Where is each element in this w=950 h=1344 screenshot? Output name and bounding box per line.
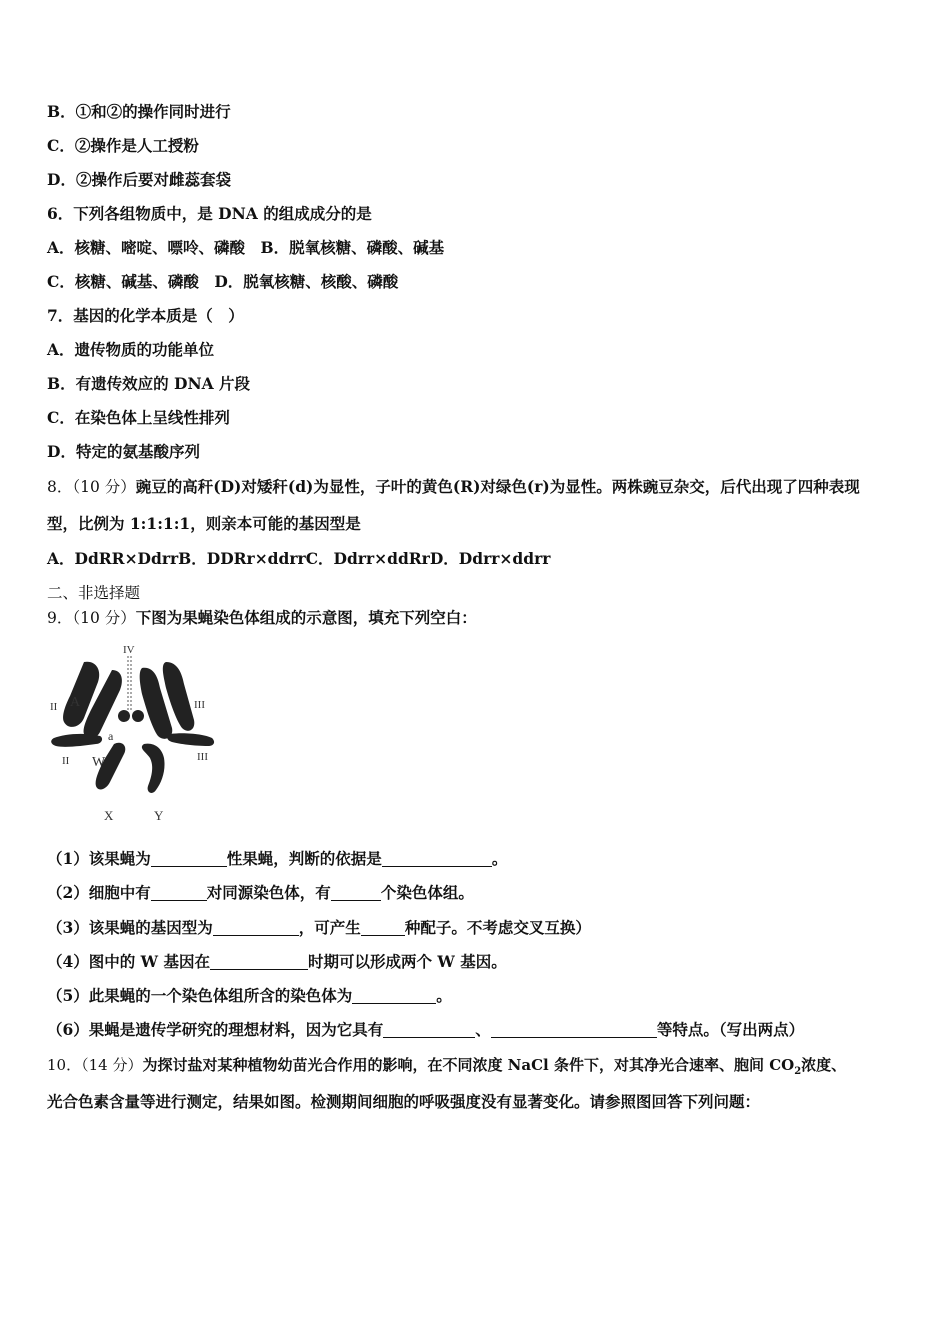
q6-stem: 6．下列各组物质中，是 DNA 的组成成分的是 (47, 204, 372, 223)
q7-option-b: B．有遗传效应的 DNA 片段 (47, 374, 251, 393)
q8-options: A．DdRR×DdrrB．DDRr×ddrrC．Ddrr×ddRrD．Ddrr×ddrr (47, 549, 551, 568)
q9-part-2 (47, 882, 910, 904)
q9-4-text-b: 时期可以形成两个 W 基因。 (308, 952, 507, 971)
q10-stem-line2: 光合色素含量等进行测定，结果如图。检测期间细胞的呼吸强度没有显著变化。请参照图回答下列问题： (47, 1092, 761, 1111)
label-iv: IV (123, 644, 135, 656)
q9-part-1 (47, 848, 910, 870)
q7-option-d: D．特定的氨基酸序列 (47, 442, 200, 461)
fruit-fly-chromosome-figure (44, 640, 224, 830)
q9-2-text-a: （2）细胞中有 (47, 883, 151, 902)
q9-part-4 (47, 951, 910, 973)
q8-stem-line2: 型，比例为 1:1:1:1，则亲本可能的基因型是 (47, 514, 361, 533)
q9-1-blank-2[interactable] (382, 850, 492, 867)
label-iii-top: III (194, 699, 205, 711)
q9-part-3 (47, 917, 910, 939)
q9-2-blank-2[interactable] (331, 884, 381, 901)
q7-option-c: C．在染色体上呈线性排列 (47, 408, 230, 427)
q8-stem-line1 (47, 476, 910, 498)
q10-text-1b: 浓度、 (801, 1056, 847, 1074)
q5-option-d: D．②操作后要对雌蕊套袋 (47, 170, 231, 189)
label-ii-bottom: II (62, 755, 70, 767)
chromosome-iii-right-lower (167, 733, 214, 746)
q5-option-c: C．②操作是人工授粉 (47, 136, 199, 155)
q10-stem-line1 (47, 1054, 910, 1083)
label-iii-bottom: III (197, 751, 208, 763)
q9-3-blank-1[interactable] (213, 919, 299, 936)
q10-subscript: 2 (794, 1066, 802, 1077)
q9-2-text-c: 个染色体组。 (380, 883, 474, 902)
q6-options-ab: A．核糖、嘧啶、嘌呤、磷酸 B．脱氧核糖、磷酸、碱基 (47, 238, 445, 257)
q9-3-text-a: （3）该果蝇的基因型为 (47, 918, 213, 937)
label-x: X (104, 808, 114, 823)
q9-2-blank-1[interactable] (151, 884, 207, 901)
q9-text: 下图为果蝇染色体组成的示意图，填充下列空白： (135, 608, 477, 627)
chromosome-iv-dot-left (118, 710, 130, 722)
q7-option-a: A．遗传物质的功能单位 (47, 340, 215, 359)
q7-stem: 7．基因的化学本质是（ ） (47, 306, 244, 325)
q9-4-text-a: （4）图中的 W 基因在 (47, 952, 210, 971)
section-title: 二、非选择题 (47, 584, 141, 602)
q9-2-text-b: 对同源染色体，有 (206, 883, 331, 902)
q9-6-text-b: 、 (475, 1020, 491, 1039)
q9-4-blank-1[interactable] (210, 953, 308, 970)
chromosome-iv-dot-right (132, 710, 144, 722)
chromosome-ii-left-lower (51, 734, 102, 747)
q9-part-6 (47, 1019, 910, 1041)
q9-5-blank-1[interactable] (352, 987, 436, 1004)
q9-3-text-b: ，可产生 (298, 918, 361, 937)
q9-6-text-a: （6）果蝇是遗传学研究的理想材料，因为它具有 (47, 1020, 384, 1039)
q9-number: 9．（10 分） (47, 609, 136, 627)
q8-text-1: 豌豆的高秆(D)对矮秆(d)为显性，子叶的黄色(R)对绿色(r)为显性。两株豌豆杂交，后代出现了四种表现 (135, 477, 860, 496)
q10-text-1a: 为探讨盐对某种植物幼苗光合作用的影响，在不同浓度 NaCl 条件下，对其净光合速率、胞间 CO (142, 1056, 795, 1074)
q9-stem (47, 607, 910, 629)
q9-6-blank-1[interactable] (383, 1021, 475, 1038)
q9-6-blank-2[interactable] (491, 1021, 657, 1038)
q9-1-blank-1[interactable] (151, 850, 227, 867)
label-y: Y (154, 808, 164, 823)
q9-5-text-a: （5）此果蝇的一个染色体组所含的染色体为 (47, 986, 353, 1005)
q9-3-text-c: 种配子。不考虑交叉互换） (404, 918, 591, 937)
label-gene-a-lower: a (108, 729, 114, 743)
q9-1-text-b: 性果蝇，判断的依据是 (226, 849, 382, 868)
q8-number: 8．（10 分） (47, 478, 136, 496)
label-ii-top: II (50, 701, 58, 713)
q9-6-text-c: 等特点。（写出两点） (656, 1020, 805, 1039)
q5-option-b: B．①和②的操作同时进行 (47, 102, 231, 121)
chromosome-y (142, 744, 165, 793)
q9-5-text-b: 。 (436, 986, 452, 1005)
q6-options-cd: C．核糖、碱基、磷酸 D．脱氧核糖、核酸、磷酸 (47, 272, 399, 291)
q9-1-text-c: 。 (491, 849, 508, 868)
label-gene-a-upper: A (70, 695, 81, 710)
q9-part-5 (47, 985, 910, 1007)
label-gene-w: W (92, 755, 106, 770)
q9-1-text-a: （1）该果蝇为 (47, 849, 151, 868)
q10-number: 10．（14 分） (47, 1056, 143, 1074)
q9-3-blank-2[interactable] (361, 919, 405, 936)
